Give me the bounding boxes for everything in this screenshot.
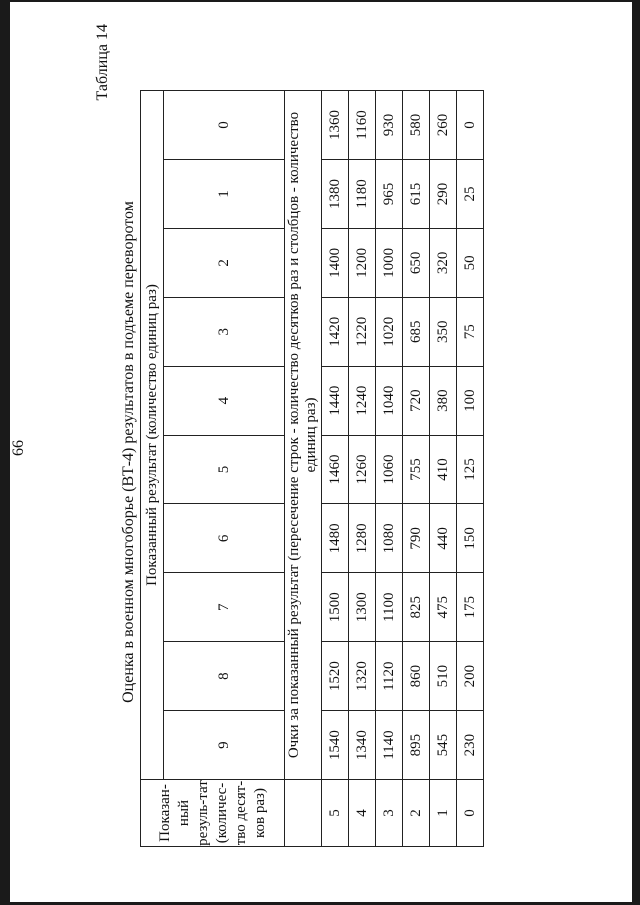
- score-cell: 1100: [376, 573, 403, 642]
- score-cell: 510: [430, 642, 457, 711]
- corner-header: Показан-ный резуль-тат (количес-тво десят-ков раз): [141, 780, 285, 847]
- score-cell: 1440: [322, 366, 349, 435]
- score-cell: 1520: [322, 642, 349, 711]
- unit-column-header: 8: [164, 642, 285, 711]
- score-cell: 440: [430, 504, 457, 573]
- score-cell: 1200: [349, 228, 376, 297]
- score-cell: 1020: [376, 297, 403, 366]
- unit-column-header: 4: [164, 366, 285, 435]
- table-row: [430, 91, 457, 847]
- page-number: 66: [10, 440, 27, 456]
- score-cell: 650: [403, 228, 430, 297]
- unit-column-header: 6: [164, 504, 285, 573]
- tens-cell: 1: [430, 780, 457, 847]
- score-cell: 260: [430, 91, 457, 160]
- score-cell: 1400: [322, 228, 349, 297]
- score-cell: 860: [403, 642, 430, 711]
- score-cell: 895: [403, 711, 430, 780]
- score-cell: 615: [403, 159, 430, 228]
- unit-column-header: 2: [164, 228, 285, 297]
- score-cell: 1060: [376, 435, 403, 504]
- unit-column-header: 9: [164, 711, 285, 780]
- header-row-points: [285, 91, 322, 847]
- score-cell: 1160: [349, 91, 376, 160]
- score-cell: 1460: [322, 435, 349, 504]
- score-cell: 50: [457, 228, 484, 297]
- score-cell: 150: [457, 504, 484, 573]
- score-cell: 720: [403, 366, 430, 435]
- score-cell: 930: [376, 91, 403, 160]
- score-cell: 1360: [322, 91, 349, 160]
- score-cell: 125: [457, 435, 484, 504]
- score-cell: 1260: [349, 435, 376, 504]
- tens-cell: 5: [322, 780, 349, 847]
- score-cell: 1220: [349, 297, 376, 366]
- score-cell: 1040: [376, 366, 403, 435]
- table-row: [376, 91, 403, 847]
- score-cell: 1140: [376, 711, 403, 780]
- score-cell: 100: [457, 366, 484, 435]
- score-cell: 1120: [376, 642, 403, 711]
- table-caption: Оценка в военном многоборье (ВТ-4) результатов в подъеме переворотом: [120, 201, 137, 703]
- unit-column-header: 5: [164, 435, 285, 504]
- score-cell: 825: [403, 573, 430, 642]
- score-cell: 380: [430, 366, 457, 435]
- unit-column-header: 0: [164, 91, 285, 160]
- score-cell: 475: [430, 573, 457, 642]
- score-cell: 965: [376, 159, 403, 228]
- score-cell: 320: [430, 228, 457, 297]
- score-cell: 685: [403, 297, 430, 366]
- score-cell: 1320: [349, 642, 376, 711]
- score-cell: 1380: [322, 159, 349, 228]
- score-cell: 1420: [322, 297, 349, 366]
- score-cell: 200: [457, 642, 484, 711]
- scores-table: [140, 90, 484, 847]
- top-header: Показанный результат (количество единиц раз): [141, 91, 164, 780]
- score-cell: 1080: [376, 504, 403, 573]
- score-cell: 75: [457, 297, 484, 366]
- score-cell: 755: [403, 435, 430, 504]
- points-header: Очки за показанный результат (пересечение строк - количество десятков раз и столбцов - количество единиц раз): [285, 91, 322, 780]
- table-row: [403, 91, 430, 847]
- score-cell: 1340: [349, 711, 376, 780]
- rotated-content: [10, 2, 632, 902]
- score-cell: 1240: [349, 366, 376, 435]
- score-cell: 1300: [349, 573, 376, 642]
- score-cell: 350: [430, 297, 457, 366]
- table-label: Таблица 14: [94, 24, 111, 101]
- score-cell: 1000: [376, 228, 403, 297]
- score-cell: 230: [457, 711, 484, 780]
- table-row: [322, 91, 349, 847]
- tens-cell: 3: [376, 780, 403, 847]
- tens-cell: 0: [457, 780, 484, 847]
- score-cell: 790: [403, 504, 430, 573]
- points-header-spacer: [285, 780, 322, 847]
- score-cell: 410: [430, 435, 457, 504]
- score-cell: 290: [430, 159, 457, 228]
- score-cell: 1500: [322, 573, 349, 642]
- score-cell: 1280: [349, 504, 376, 573]
- table-row: [349, 91, 376, 847]
- unit-column-header: 3: [164, 297, 285, 366]
- score-cell: 1180: [349, 159, 376, 228]
- score-cell: 1540: [322, 711, 349, 780]
- score-cell: 25: [457, 159, 484, 228]
- score-cell: 1480: [322, 504, 349, 573]
- unit-column-header: 1: [164, 159, 285, 228]
- unit-column-header: 7: [164, 573, 285, 642]
- score-cell: 175: [457, 573, 484, 642]
- header-row-units: [164, 91, 285, 847]
- header-row-top: [141, 91, 164, 847]
- tens-cell: 2: [403, 780, 430, 847]
- table-row: [457, 91, 484, 847]
- score-cell: 0: [457, 91, 484, 160]
- score-cell: 580: [403, 91, 430, 160]
- tens-cell: 4: [349, 780, 376, 847]
- score-cell: 545: [430, 711, 457, 780]
- document-page: [10, 2, 632, 902]
